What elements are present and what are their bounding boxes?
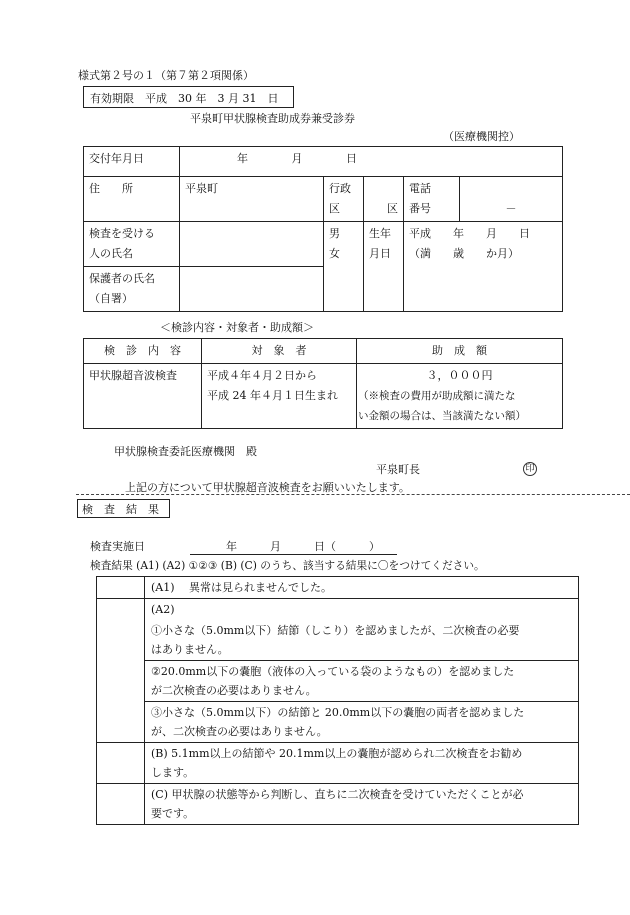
address-field[interactable] xyxy=(180,177,324,222)
mark-cell-a1[interactable] xyxy=(97,577,145,599)
result-b-line1: (B) 5.1mm以上の結節や 20.1mm以上の嚢胞が認められ二次検査をお勧め xyxy=(151,747,523,760)
phone-label-1: 電話 xyxy=(409,182,431,195)
result-a2-3 xyxy=(145,702,579,743)
subsidy-table xyxy=(83,338,563,429)
seal-icon: 印 xyxy=(523,462,537,476)
exam-date-value: 年 月 日（ ） xyxy=(226,540,380,553)
result-a2-2-line2: が二次検査の必要はありません。 xyxy=(151,684,317,697)
result-c-line2: 要です。 xyxy=(151,807,195,820)
phone-label xyxy=(404,177,460,222)
exam-date-label: 検査実施日 xyxy=(90,540,145,553)
applicant-table xyxy=(83,146,563,312)
examinee-name-field[interactable] xyxy=(180,222,324,267)
col-amount-header: 助 成 額 xyxy=(357,339,563,364)
birth-date-field[interactable] xyxy=(404,222,563,312)
birth-label-2: 月日 xyxy=(369,247,391,260)
phone-label-2: 番号 xyxy=(409,202,431,215)
sex-female: 女 xyxy=(329,247,340,260)
subsidy-amount: ３，０００円 xyxy=(426,369,493,382)
results-title: 検 査 結 果 xyxy=(82,503,159,516)
issue-date-month: 月 xyxy=(291,152,303,165)
guardian-name-field[interactable] xyxy=(180,267,324,312)
examinee-label xyxy=(84,222,180,267)
result-c-line1: (C) 甲状腺の状態等から判断し、直ちに二次検査を受けていただくことが必 xyxy=(151,788,524,801)
birth-label-1: 生年 xyxy=(369,227,391,240)
addressee: 甲状腺検査委託医療機関 殿 xyxy=(114,445,257,458)
issue-date-day: 日 xyxy=(346,152,357,165)
result-b xyxy=(145,743,579,784)
copy-note: （医療機関控） xyxy=(443,130,520,143)
issue-date-field[interactable] xyxy=(180,147,563,177)
results-title-box xyxy=(77,499,170,518)
subsidy-section-title: ＜検診内容・対象者・助成額＞ xyxy=(160,321,314,334)
seal-mark xyxy=(523,461,537,476)
birth-value-1: 平成 年 月 日 xyxy=(409,227,530,240)
result-a2-1 xyxy=(145,620,579,661)
request-text: 上記の方について甲状腺超音波検査をお願いいたします。 xyxy=(125,481,410,494)
birth-label xyxy=(364,222,404,312)
issue-date-label: 交付年月日 xyxy=(84,147,180,177)
admin-district-label-2: 区 xyxy=(329,202,340,215)
target-line-1: 平成４年４月２日から xyxy=(207,369,317,382)
exam-date-field[interactable] xyxy=(190,538,397,555)
result-a2-2-line1: ②20.0mm以下の嚢胞（液体の入っている袋のようなもの）を認めました xyxy=(151,665,515,678)
result-a2-1-line1: ①小さな（5.0mm以下）結節（しこり）を認めましたが、二次検査の必要 xyxy=(151,624,520,637)
form-number: 様式第２号の１（第７第２項関係） xyxy=(78,69,254,82)
admin-district-label xyxy=(324,177,364,222)
result-a2-1-line2: はありません。 xyxy=(151,643,229,656)
guardian-label xyxy=(84,267,180,312)
sex-male: 男 xyxy=(329,227,340,240)
results-instruction: 検査結果 (A1) (A2) ①②③ (B) (C) のうち、該当する結果に〇をつけてください。 xyxy=(90,559,485,572)
phone-value: － xyxy=(505,202,517,215)
admin-district-label-1: 行政 xyxy=(329,182,351,195)
issue-date-year: 年 xyxy=(237,152,248,165)
target-line-2: 平成 24 年４月１日生まれ xyxy=(207,389,338,402)
phone-field[interactable] xyxy=(460,177,563,222)
result-a2-3-line2: が、二次検査の必要はありません。 xyxy=(151,725,328,738)
address-label: 住 所 xyxy=(84,177,180,222)
guardian-label-1: 保護者の氏名 xyxy=(89,272,155,285)
result-b-line2: します。 xyxy=(151,766,195,779)
result-a2-3-line1: ③小さな（5.0mm以下）の結節と 20.0mm以下の嚢胞の両者を認めました xyxy=(151,706,525,719)
amount-note-1: （※検査の費用が助成額に満たな xyxy=(358,390,516,402)
validity-box xyxy=(83,86,294,108)
result-a1: (A1) 異常は見られませんでした。 xyxy=(145,577,579,599)
mark-cell-c[interactable] xyxy=(97,784,145,825)
cut-line xyxy=(76,494,630,495)
result-a2-head: (A2) xyxy=(145,599,579,621)
amount-cell xyxy=(357,364,563,429)
amount-note-2: い金額の場合は、当該満たない額） xyxy=(358,410,526,422)
district-suffix: 区 xyxy=(387,202,398,215)
examinee-label-2: 人の氏名 xyxy=(89,247,133,260)
col-exam-header: 検 診 内 容 xyxy=(84,339,202,364)
district-field[interactable] xyxy=(364,177,404,222)
examinee-label-1: 検査を受ける xyxy=(89,227,155,240)
exam-content: 甲状腺超音波検査 xyxy=(84,364,202,429)
document-title: 平泉町甲状腺検査助成券兼受診券 xyxy=(190,112,355,125)
guardian-label-2: （自署） xyxy=(89,292,133,305)
address-value: 平泉町 xyxy=(185,182,218,195)
result-a2-2 xyxy=(145,661,579,702)
result-c xyxy=(145,784,579,825)
mayor-label: 平泉町長 xyxy=(376,463,420,476)
birth-value-2: （満 歳 か月） xyxy=(409,247,519,260)
sex-field[interactable] xyxy=(324,222,364,312)
validity-label: 有効期限 平成 30 年 3 月 31 日 xyxy=(90,92,279,105)
target-cell xyxy=(202,364,357,429)
mark-cell-b[interactable] xyxy=(97,743,145,784)
mark-cell-a2[interactable] xyxy=(97,599,145,743)
col-target-header: 対 象 者 xyxy=(202,339,357,364)
results-table xyxy=(96,576,579,825)
